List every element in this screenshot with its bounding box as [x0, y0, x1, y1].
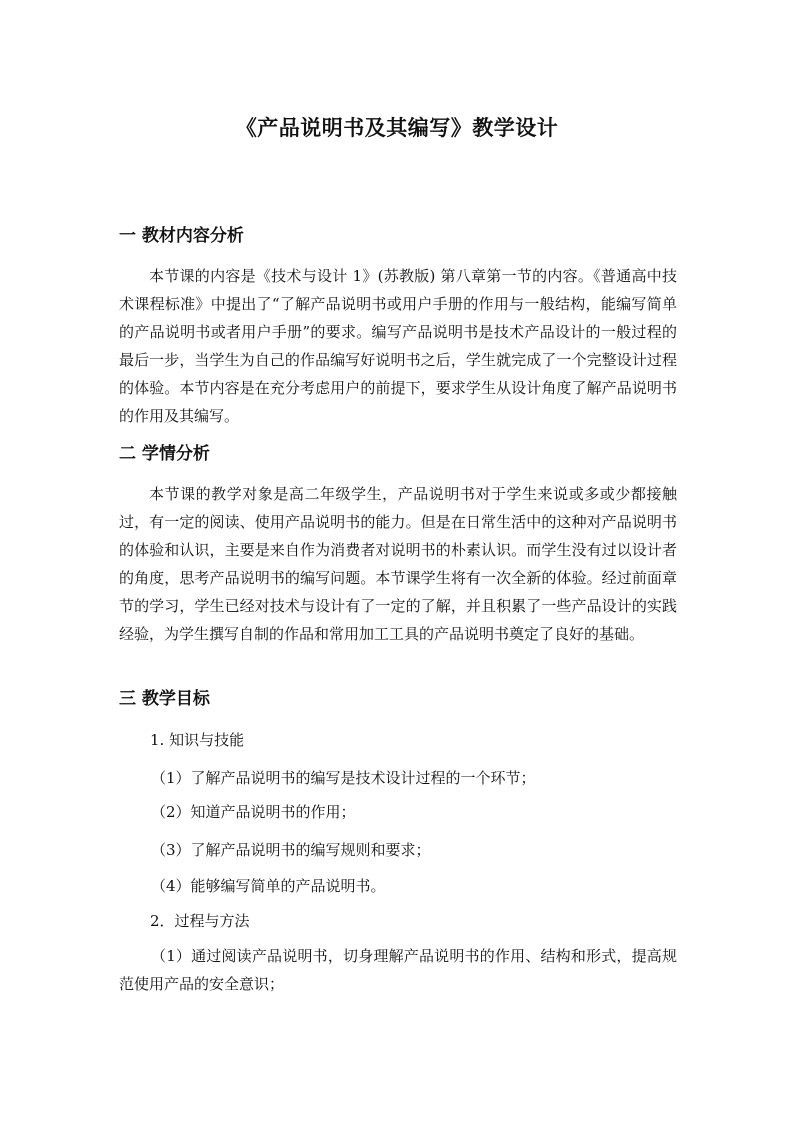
paragraph-student-analysis: 本节课的教学对象是高二年级学生，产品说明书对于学生来说或多或少都接触过，有一定的阅读、使用产品说明书的能力。但是在日常生活中的这种对产品说明书的体验和认识，主要是来自作为消费者对说明书的朴素认识。而学生没有过以设计者的角度，思考产品说明书的编写问题。本节课学生将有一次全新的体验。经过前面章节的学习，学生已经对技术与设计有了一定的了解，并且积累了一些产品设计的实践经验，为学生撰写自制的作品和常用加工工具的产品说明书奠定了良好的基础。 [119, 485, 677, 643]
goal-list-item: （1）了解产品说明书的编写是技术设计过程的一个环节； [151, 769, 536, 787]
goal-knowledge-skills-title: 1. 知识与技能 [150, 731, 245, 749]
goal-list-item: （1）通过阅读产品说明书，切身理解产品说明书的作用、结构和形式，提高规范使用产品的安全意识； [119, 947, 677, 993]
goal-list-item: （2）知道产品说明书的作用； [151, 803, 356, 821]
section-heading-student-analysis: 二 学情分析 [119, 444, 210, 464]
goal-list-item: （4）能够编写简单的产品说明书。 [151, 877, 386, 895]
section-heading-textbook-analysis: 一 教材内容分析 [119, 226, 244, 246]
goal-process-method-title: 2．过程与方法 [150, 912, 250, 930]
document-title: 《产品说明书及其编写》教学设计 [235, 115, 559, 140]
paragraph-textbook-analysis: 本节课的内容是《技术与设计 1》(苏教版) 第八章第一节的内容。《普通高中技术课程标准》中提出了“了解产品说明书或用户手册的作用与一般结构，能编写简单的产品说明书或者用户手册”的要求。编写产品说明书是技术产品设计的一般过程的最后一步，当学生为自己的作品编写好说明书之后，学生就完成了一个完整设计过程的体验。本节内容是在充分考虑用户的前提下，要求学生从设计角度了解产品说明书的作用及其编写。 [119, 267, 677, 425]
goal-list-item: （3）了解产品说明书的编写规则和要求； [151, 841, 431, 859]
section-heading-teaching-goals: 三 教学目标 [119, 689, 210, 709]
